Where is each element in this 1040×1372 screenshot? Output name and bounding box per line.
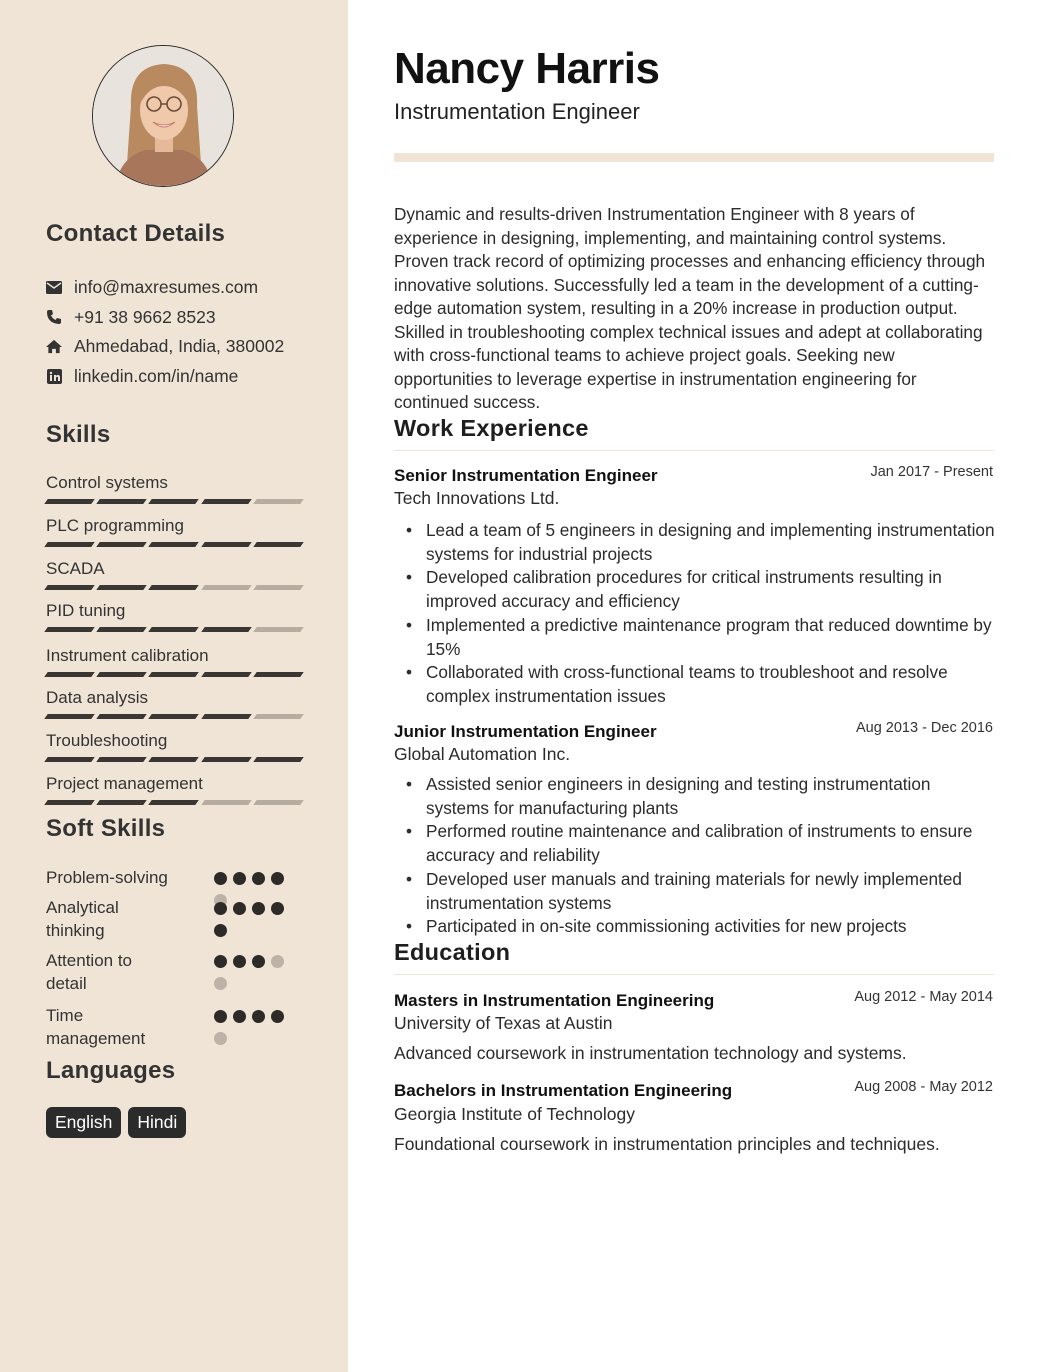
degree-title: Masters in Instrumentation Engineering [394, 991, 715, 1010]
soft-skill-item [46, 896, 306, 944]
degree-title: Bachelors in Instrumentation Engineering [394, 1081, 733, 1100]
soft-skill-name: Time management [46, 1006, 146, 1048]
soft-skill-name: Attention to detail [46, 951, 133, 993]
language-badge: English [46, 1107, 121, 1138]
header-divider [394, 153, 994, 162]
skill-level-segment [44, 585, 95, 590]
skill-level-segment [149, 714, 200, 719]
skill-item [46, 600, 302, 632]
soft-skill-level-dot [271, 1010, 284, 1023]
candidate-role: Instrumentation Engineer [394, 99, 640, 124]
job-bullet: • Participated in on-site commissioning activities for new projects [426, 915, 996, 939]
skill-level-segment [201, 757, 252, 762]
skill-name: SCADA [46, 559, 105, 578]
skill-level-bars [46, 757, 302, 762]
skill-level-segment [149, 800, 200, 805]
job-title: Junior Instrumentation Engineer [394, 722, 657, 741]
soft-skill-level-dots [214, 1010, 286, 1045]
skill-level-segment [44, 800, 95, 805]
skill-item [46, 773, 302, 805]
skill-level-bars [46, 585, 302, 590]
skill-item [46, 687, 302, 719]
job-dates: Aug 2013 - Dec 2016 [855, 720, 993, 736]
skill-level-segment [253, 757, 304, 762]
skill-level-segment [44, 757, 95, 762]
skill-level-segment [44, 542, 95, 547]
contact-linkedin[interactable] [46, 364, 238, 388]
skill-level-segment [201, 800, 252, 805]
education-heading: Education [394, 939, 511, 965]
skill-item [46, 558, 302, 590]
skill-level-segment [201, 627, 252, 632]
skill-name: PLC programming [46, 516, 184, 535]
skill-item [46, 730, 302, 762]
degree-description: Foundational coursework in instrumentation principles and techniques. [394, 1134, 940, 1154]
linkedin-icon [46, 368, 62, 384]
job-title: Senior Instrumentation Engineer [394, 466, 658, 485]
soft-skill-level-dot [252, 872, 265, 885]
job-company: Global Automation Inc. [394, 744, 571, 764]
skill-level-bars [46, 542, 302, 547]
skill-level-segment [253, 585, 304, 590]
skill-level-segment [201, 542, 252, 547]
skill-item [46, 472, 302, 504]
languages-list [46, 1107, 186, 1138]
skill-level-segment [149, 499, 200, 504]
sidebar [0, 0, 348, 1372]
contact-address-text: Ahmedabad, India, 380002 [74, 335, 285, 356]
soft-skill-level-dot [214, 977, 227, 990]
skill-level-segment [149, 585, 200, 590]
skill-level-segment [201, 714, 252, 719]
skill-item [46, 515, 302, 547]
skill-level-segment [201, 585, 252, 590]
contact-phone-text: +91 38 9662 8523 [74, 306, 216, 327]
job-bullet: • Implemented a predictive maintenance program that reduced downtime by 15% [426, 614, 996, 661]
soft-skill-level-dot [214, 1010, 227, 1023]
job-bullet: • Developed calibration procedures for critical instruments resulting in improved accuracy and efficiency [426, 566, 996, 613]
soft-skill-level-dots [214, 955, 286, 990]
job-dates: Jan 2017 - Present [870, 464, 993, 480]
soft-skill-level-dot [252, 955, 265, 968]
soft-skill-item [46, 949, 306, 997]
soft-skill-level-dot [271, 872, 284, 885]
soft-skill-item [46, 1004, 306, 1052]
soft-skill-level-dot [271, 955, 284, 968]
soft-skill-level-dot [233, 955, 246, 968]
soft-skill-name: Analytical thinking [46, 898, 119, 940]
skill-level-bars [46, 627, 302, 632]
skill-level-segment [149, 627, 200, 632]
job-bullets [426, 519, 996, 709]
job-company: Tech Innovations Ltd. [394, 488, 560, 508]
job-bullets [426, 773, 996, 939]
soft-skill-level-dot [233, 872, 246, 885]
soft-skill-level-dot [233, 902, 246, 915]
skill-level-segment [96, 542, 147, 547]
soft-skill-level-dot [214, 924, 227, 937]
job-bullet: • Assisted senior engineers in designing and testing instrumentation systems for manufacturing plants [426, 773, 996, 820]
soft-skill-level-dot [214, 872, 227, 885]
skill-level-segment [253, 672, 304, 677]
skill-level-segment [253, 499, 304, 504]
contact-linkedin-text: linkedin.com/in/name [74, 365, 239, 386]
soft-skill-name: Problem-solving [46, 868, 168, 887]
skill-level-segment [96, 757, 147, 762]
school-name: University of Texas at Austin [394, 1013, 613, 1033]
soft-skill-level-dot [214, 1032, 227, 1045]
job-bullet: • Developed user manuals and training materials for newly implemented instrumentation systems [426, 868, 996, 915]
skill-level-segment [96, 714, 147, 719]
soft-skill-level-dot [252, 902, 265, 915]
skill-level-bars [46, 499, 302, 504]
skill-level-segment [253, 627, 304, 632]
soft-skill-level-dot [214, 955, 227, 968]
skill-name: Instrument calibration [46, 646, 209, 665]
candidate-name: Nancy Harris [394, 44, 660, 93]
skill-level-bars [46, 672, 302, 677]
skill-level-segment [96, 627, 147, 632]
skill-level-segment [44, 627, 95, 632]
skill-level-bars [46, 800, 302, 805]
skill-level-segment [253, 542, 304, 547]
skill-level-segment [44, 714, 95, 719]
soft-skill-level-dot [271, 902, 284, 915]
profile-summary: Dynamic and results-driven Instrumentation Engineer with 8 years of experience in designing, implementing, and maintaining control systems. Proven track record of optimizing processes and enhancing efficiency through innovative solutions. Successfully led a team in the development of a cutting-edge automation system, resulting in a 20% increase in production output. Skilled in troubleshooting complex technical issues and adept at collaborating with cross-functional teams to achieve project goals. Seeking new opportunities to leverage expertise in instrumentation engineering for continued success. [394, 204, 986, 412]
skill-level-segment [149, 672, 200, 677]
school-name: Georgia Institute of Technology [394, 1104, 635, 1124]
contact-address [46, 334, 284, 358]
skill-level-segment [96, 585, 147, 590]
skill-name: Project management [46, 774, 203, 793]
skill-name: PID tuning [46, 601, 126, 620]
home-icon [46, 338, 62, 354]
skill-level-segment [201, 499, 252, 504]
skill-level-segment [96, 800, 147, 805]
contact-heading: Contact Details [46, 220, 226, 247]
skill-level-segment [253, 800, 304, 805]
languages-heading: Languages [46, 1057, 176, 1084]
skill-name: Troubleshooting [46, 731, 168, 750]
skill-level-segment [96, 499, 147, 504]
contact-phone[interactable] [46, 305, 216, 329]
skill-level-segment [44, 499, 95, 504]
skill-level-bars [46, 714, 302, 719]
skill-level-segment [149, 542, 200, 547]
envelope-icon [46, 279, 62, 295]
skills-heading: Skills [46, 421, 111, 448]
job-bullet: • Performed routine maintenance and calibration of instruments to ensure accuracy and reliability [426, 820, 996, 867]
soft-skill-level-dots [214, 902, 286, 937]
language-badge: Hindi [128, 1107, 186, 1138]
education-divider [394, 974, 994, 975]
skill-level-segment [253, 714, 304, 719]
degree-description: Advanced coursework in instrumentation technology and systems. [394, 1043, 907, 1063]
job-bullet: • Collaborated with cross-functional teams to troubleshoot and resolve complex instrumentation issues [426, 661, 996, 708]
work-divider [394, 450, 994, 451]
skill-item [46, 645, 302, 677]
contact-email[interactable] [46, 275, 258, 299]
degree-dates: Aug 2008 - May 2012 [854, 1079, 993, 1095]
work-heading: Work Experience [394, 415, 589, 441]
phone-icon [46, 309, 62, 325]
job-bullet: • Lead a team of 5 engineers in designing and implementing instrumentation systems for industrial projects [426, 519, 996, 566]
contact-email-text: info@maxresumes.com [74, 276, 259, 297]
skill-name: Data analysis [46, 688, 149, 707]
soft-skill-level-dot [233, 1010, 246, 1023]
skill-name: Control systems [46, 473, 168, 492]
skill-level-segment [201, 672, 252, 677]
skill-level-segment [149, 757, 200, 762]
profile-photo [92, 45, 234, 187]
skill-level-segment [44, 672, 95, 677]
soft-skill-level-dot [214, 902, 227, 915]
degree-dates: Aug 2012 - May 2014 [854, 989, 993, 1005]
soft-skill-level-dot [252, 1010, 265, 1023]
soft-skills-heading: Soft Skills [46, 815, 166, 842]
skill-level-segment [96, 672, 147, 677]
